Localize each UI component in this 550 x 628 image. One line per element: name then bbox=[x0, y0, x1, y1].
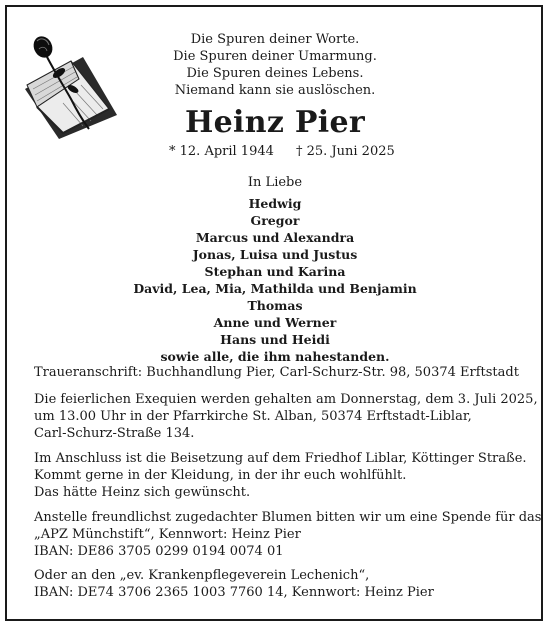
donation-line: IBAN: DE74 3706 2365 1003 7760 14, Kennwort: Heinz Pier bbox=[34, 585, 434, 600]
donation-paragraph bbox=[34, 509, 542, 560]
family-line: Marcus und Alexandra bbox=[195, 230, 355, 245]
family-line: David, Lea, Mia, Mathilda und Benjamin bbox=[133, 281, 417, 296]
family-line: sowie alle, die ihm nahestanden. bbox=[160, 349, 390, 364]
exequien-line: Carl-Schurz-Straße 134. bbox=[34, 426, 195, 441]
burial-line: Das hätte Heinz sich gewünscht. bbox=[34, 485, 251, 500]
in-love-line: In Liebe bbox=[247, 175, 303, 190]
donation-line: IBAN: DE86 3705 0299 0194 0074 01 bbox=[34, 544, 284, 559]
family-list bbox=[0, 195, 550, 365]
burial-paragraph bbox=[34, 450, 527, 501]
mourning-address bbox=[34, 364, 519, 381]
poem-line: Die Spuren deiner Worte. bbox=[190, 32, 360, 47]
birth-date: * 12. April 1944 bbox=[169, 144, 274, 159]
burial-line: Kommt gerne in der Kleidung, in der ihr euch wohlfühlt. bbox=[34, 468, 407, 483]
address-line: Traueranschrift: Buchhandlung Pier, Carl-Schurz-Str. 98, 50374 Erftstadt bbox=[34, 365, 519, 380]
deceased-name: Heinz Pier bbox=[185, 105, 365, 140]
family-line: Thomas bbox=[247, 298, 303, 313]
exequien-paragraph bbox=[34, 391, 538, 442]
poem-line: Die Spuren deines Lebens. bbox=[186, 66, 364, 81]
family-line: Stephan und Karina bbox=[204, 264, 346, 279]
exequien-line: um 13.00 Uhr in der Pfarrkirche St. Alban, 50374 Erftstadt-Liblar, bbox=[34, 409, 472, 424]
family-line: Hans und Heidi bbox=[220, 332, 330, 347]
exequien-line: Die feierlichen Exequien werden gehalten am Donnerstag, dem 3. Juli 2025, bbox=[34, 392, 538, 407]
family-line: Gregor bbox=[250, 213, 300, 228]
donation-line: „APZ Münchstift“, Kennwort: Heinz Pier bbox=[34, 527, 301, 542]
poem-line: Niemand kann sie auslöschen. bbox=[174, 83, 376, 98]
family-line: Anne und Werner bbox=[213, 315, 337, 330]
poem bbox=[150, 31, 400, 99]
donation-line: Anstelle freundlichst zugedachter Blumen bitten wir um eine Spende für das bbox=[34, 510, 542, 525]
poem-line: Die Spuren deiner Umarmung. bbox=[173, 49, 377, 64]
donation-line: Oder an den „ev. Krankenpflegeverein Lechenich“, bbox=[34, 568, 370, 583]
donation-alternative-paragraph bbox=[34, 567, 514, 601]
family-line: Hedwig bbox=[248, 196, 302, 211]
death-date: † 25. Juni 2025 bbox=[296, 144, 395, 159]
family-line: Jonas, Luisa und Justus bbox=[192, 247, 358, 262]
burial-line: Im Anschluss ist die Beisetzung auf dem Friedhof Liblar, Köttinger Straße. bbox=[34, 451, 527, 466]
